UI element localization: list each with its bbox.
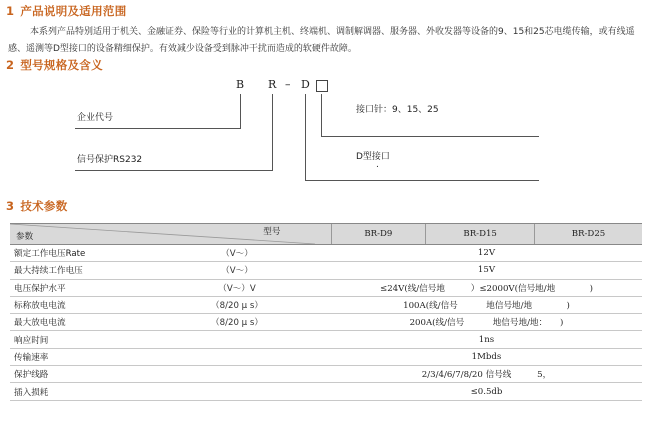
row-name: 电压保护水平: [10, 279, 143, 296]
row-name: 额定工作电压Rate: [10, 245, 143, 262]
row-value: 12V: [331, 245, 642, 262]
row-name: 响应时间: [10, 331, 143, 348]
row-name: 保护线路: [10, 366, 143, 383]
table-row: [10, 279, 642, 296]
row-unit: （V～）V: [143, 279, 331, 296]
row-value: 1Mbds: [331, 348, 642, 365]
line-b-vertical: [240, 94, 241, 128]
line-r-horizontal: [75, 170, 273, 171]
row-unit: （V～）: [143, 262, 331, 279]
section-3-title: 技术参数: [20, 199, 68, 213]
header-model-bd25: BR-D25: [535, 224, 643, 245]
row-name: 最大持续工作电压: [10, 262, 143, 279]
row-unit: [143, 383, 331, 400]
row-unit: （8/20 μ s）: [143, 296, 331, 313]
row-value: 100A(线/信号 地信号地/地 ): [331, 296, 642, 313]
label-d-type: D型接口: [356, 152, 390, 162]
line-r-vertical: [272, 94, 273, 170]
section-3-heading: [6, 198, 68, 214]
table-row: [10, 348, 642, 365]
row-value: 2/3/4/6/7/8/20 信号线 5，: [331, 366, 642, 383]
label-pins: 接口针：9、15、25: [356, 105, 439, 115]
model-code-diagram: [0, 72, 650, 192]
label-signal-protect: 信号保护RS232: [77, 155, 143, 165]
line-b-horizontal: [75, 128, 241, 129]
label-dot: .: [376, 160, 379, 170]
row-value: 200A(线/信号 地信号地/地： ): [331, 314, 642, 331]
row-value: ≤24V(线/信号地 ）≤2000V(信号地/地 ): [331, 279, 642, 296]
row-unit: [143, 331, 331, 348]
header-model-label: 型号: [263, 227, 281, 237]
section-2-heading: [6, 57, 103, 73]
section-1-paragraph: 本系列产品特别适用于机关、金融证券、保险等行业的计算机主机、终端机、调制解调器、服务器、外收发器等设备的9、15和25芯电缆传输，或有线遥感、遥测等D型接口的设备精细保护。有效减少设备受到脉冲干扰而造成的软硬件故障。: [8, 27, 635, 54]
row-name: 最大放电电流: [10, 314, 143, 331]
section-2-title: 型号规格及含义: [20, 58, 103, 72]
section-3-number: 3: [6, 199, 15, 213]
row-unit: [143, 348, 331, 365]
line-d-horizontal: [305, 180, 539, 181]
row-name: 标称放电电流: [10, 296, 143, 313]
table-row: [10, 262, 642, 279]
code-letter-b: B: [236, 78, 245, 91]
label-company-code: 企业代号: [77, 113, 114, 123]
row-value: 15V: [331, 262, 642, 279]
row-unit: （V～）: [143, 245, 331, 262]
section-1-title: 产品说明及适用范围: [20, 4, 127, 18]
row-value: ≤0.5db: [331, 383, 642, 400]
code-letter-r: R: [268, 78, 277, 91]
row-name: 传输速率: [10, 348, 143, 365]
spec-header-row: [10, 224, 642, 245]
row-unit: [143, 366, 331, 383]
header-model-bd15: BR-D15: [426, 224, 535, 245]
line-box-horizontal: [321, 136, 539, 137]
table-row: [10, 366, 642, 383]
header-param-label: 参数: [16, 232, 34, 242]
spec-table: [10, 223, 642, 401]
table-row: [10, 314, 642, 331]
section-2-number: 2: [6, 58, 15, 72]
line-d-vertical: [305, 94, 306, 180]
line-box-vertical: [321, 94, 322, 136]
table-row: [10, 245, 642, 262]
section-1-number: 1: [6, 4, 15, 18]
section-1-heading: [6, 3, 127, 19]
row-unit: （8/20 μ s）: [143, 314, 331, 331]
table-row: [10, 296, 642, 313]
row-value: 1ns: [331, 331, 642, 348]
code-dash: –: [285, 78, 291, 91]
row-name: 插入损耗: [10, 383, 143, 400]
code-box-pins: [316, 80, 328, 92]
header-model-bd9: BR-D9: [331, 224, 426, 245]
code-letter-d: D: [301, 78, 310, 91]
header-param-model-cell: [10, 224, 331, 245]
table-row: [10, 331, 642, 348]
table-row: [10, 383, 642, 400]
